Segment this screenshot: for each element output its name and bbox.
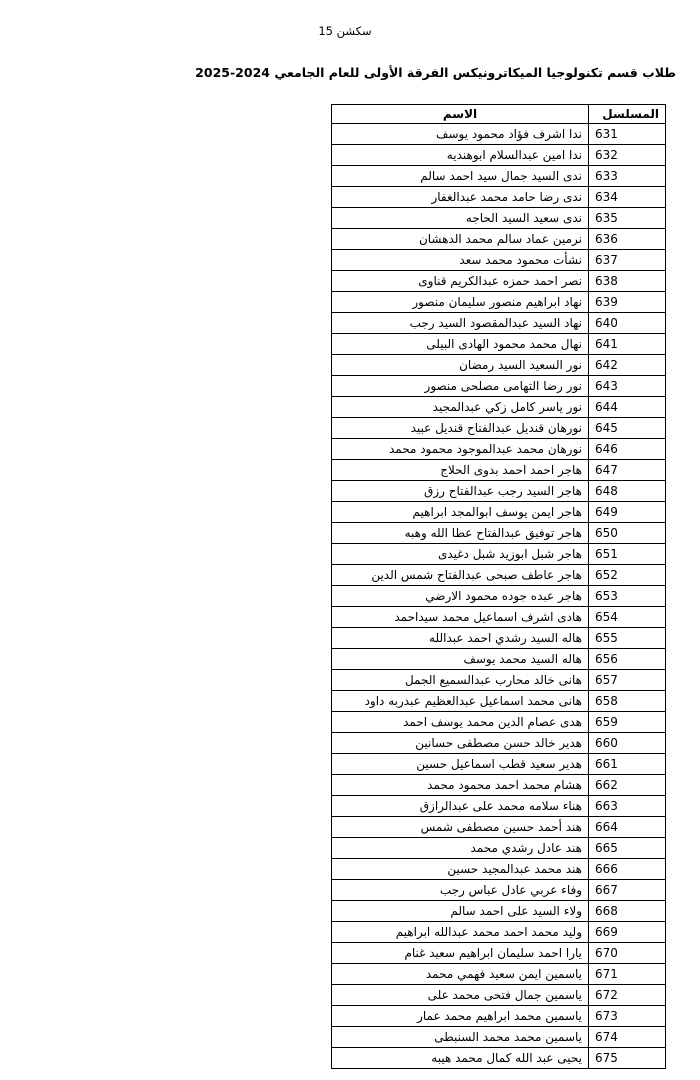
- row-serial: 673: [589, 1006, 666, 1027]
- table-row: [332, 1048, 666, 1069]
- table-row: [332, 313, 666, 334]
- row-student-name: هانى خالد محارب عبدالسميع الجمل: [332, 670, 589, 691]
- row-student-name: هاجر عاطف صبحى عبدالفتاح شمس الدين: [332, 565, 589, 586]
- row-serial: 667: [589, 880, 666, 901]
- row-student-name: هانى محمد اسماعيل عبدالعظيم عبدربه داود: [332, 691, 589, 712]
- row-serial: 658: [589, 691, 666, 712]
- row-serial: 634: [589, 187, 666, 208]
- row-serial: 672: [589, 985, 666, 1006]
- table-row: [332, 229, 666, 250]
- table-row: [332, 901, 666, 922]
- table-row: [332, 817, 666, 838]
- row-student-name: نور رضا التهامى مصلحى منصور: [332, 376, 589, 397]
- row-student-name: ياسمين ايمن سعيد فهمي محمد: [332, 964, 589, 985]
- table-row: [332, 334, 666, 355]
- row-serial: 645: [589, 418, 666, 439]
- row-serial: 635: [589, 208, 666, 229]
- row-serial: 650: [589, 523, 666, 544]
- table-row: [332, 439, 666, 460]
- header-name: الاسم: [332, 105, 589, 124]
- row-student-name: هاجر توفيق عبدالفتاح عطا الله وهبه: [332, 523, 589, 544]
- row-student-name: وفاء عربي عادل عباس رجب: [332, 880, 589, 901]
- table-row: [332, 481, 666, 502]
- row-serial: 639: [589, 292, 666, 313]
- row-student-name: ياسمين جمال فتحى محمد على: [332, 985, 589, 1006]
- row-student-name: ياسمين محمد ابراهيم محمد عمار: [332, 1006, 589, 1027]
- row-serial: 656: [589, 649, 666, 670]
- row-serial: 633: [589, 166, 666, 187]
- header-row: [332, 105, 666, 124]
- row-serial: 643: [589, 376, 666, 397]
- row-serial: 655: [589, 628, 666, 649]
- row-serial: 654: [589, 607, 666, 628]
- table-row: [332, 124, 666, 145]
- student-roster-table: [331, 104, 666, 1069]
- row-student-name: هدى عصام الدين محمد يوسف احمد: [332, 712, 589, 733]
- row-serial: 638: [589, 271, 666, 292]
- row-student-name: هاجر احمد احمد بدوى الحلاج: [332, 460, 589, 481]
- row-student-name: ندى رضا حامد محمد عبدالغفار: [332, 187, 589, 208]
- table-row: [332, 943, 666, 964]
- row-serial: 647: [589, 460, 666, 481]
- row-student-name: نور ياسر كامل زكي عبدالمجيد: [332, 397, 589, 418]
- row-student-name: هاجر ايمن يوسف ابوالمجد ابراهيم: [332, 502, 589, 523]
- row-serial: 642: [589, 355, 666, 376]
- table-row: [332, 691, 666, 712]
- table-row: [332, 586, 666, 607]
- table-row: [332, 565, 666, 586]
- table-row: [332, 208, 666, 229]
- row-student-name: هاله السيد محمد يوسف: [332, 649, 589, 670]
- row-serial: 662: [589, 775, 666, 796]
- row-serial: 653: [589, 586, 666, 607]
- row-student-name: هاجر السيد رجب عبدالفتاح رزق: [332, 481, 589, 502]
- row-student-name: هند أحمد حسين مصطفى شمس: [332, 817, 589, 838]
- row-serial: 632: [589, 145, 666, 166]
- table-row: [332, 859, 666, 880]
- row-student-name: هشام محمد احمد محمود محمد: [332, 775, 589, 796]
- table-row: [332, 922, 666, 943]
- row-student-name: هادى اشرف اسماعيل محمد سيداحمد: [332, 607, 589, 628]
- row-student-name: نور السعيد السيد رمضان: [332, 355, 589, 376]
- row-serial: 666: [589, 859, 666, 880]
- row-serial: 668: [589, 901, 666, 922]
- row-student-name: هاجر شبل ابوزيد شبل دغيدى: [332, 544, 589, 565]
- row-serial: 659: [589, 712, 666, 733]
- table-row: [332, 880, 666, 901]
- row-serial: 646: [589, 439, 666, 460]
- row-serial: 657: [589, 670, 666, 691]
- table-row: [332, 397, 666, 418]
- table-row: [332, 292, 666, 313]
- table-row: [332, 355, 666, 376]
- row-student-name: نهاد ابراهيم منصور سليمان منصور: [332, 292, 589, 313]
- table-row: [332, 187, 666, 208]
- table-header: [332, 105, 666, 124]
- table-row: [332, 250, 666, 271]
- row-serial: 651: [589, 544, 666, 565]
- table-row: [332, 985, 666, 1006]
- row-serial: 675: [589, 1048, 666, 1069]
- row-serial: 664: [589, 817, 666, 838]
- table-row: [332, 838, 666, 859]
- table-row: [332, 1027, 666, 1048]
- row-serial: 661: [589, 754, 666, 775]
- row-student-name: يارا احمد سليمان ابراهيم سعيد غنام: [332, 943, 589, 964]
- header-serial: المسلسل: [589, 105, 666, 124]
- row-student-name: نشأت محمود محمد سعد: [332, 250, 589, 271]
- row-student-name: هناء سلامه محمد على عبدالرازق: [332, 796, 589, 817]
- row-student-name: هند عادل رشدي محمد: [332, 838, 589, 859]
- table-row: [332, 166, 666, 187]
- row-student-name: هدير سعيد قطب اسماعيل حسين: [332, 754, 589, 775]
- row-student-name: نهاد السيد عبدالمقصود السيد رجب: [332, 313, 589, 334]
- row-serial: 669: [589, 922, 666, 943]
- row-student-name: هاجر عبده جوده محمود الارضي: [332, 586, 589, 607]
- row-serial: 644: [589, 397, 666, 418]
- row-student-name: نورهان محمد عبدالموجود محمود محمد: [332, 439, 589, 460]
- row-student-name: وليد محمد احمد محمد عبدالله ابراهيم: [332, 922, 589, 943]
- row-serial: 636: [589, 229, 666, 250]
- row-serial: 663: [589, 796, 666, 817]
- row-student-name: هند محمد عبدالمجيد حسين: [332, 859, 589, 880]
- row-serial: 652: [589, 565, 666, 586]
- table-row: [332, 649, 666, 670]
- row-serial: 648: [589, 481, 666, 502]
- table-row: [332, 418, 666, 439]
- table-row: [332, 523, 666, 544]
- row-serial: 637: [589, 250, 666, 271]
- row-student-name: نصر احمد حمزه عبدالكريم قناوى: [332, 271, 589, 292]
- table-row: [332, 628, 666, 649]
- row-serial: 631: [589, 124, 666, 145]
- row-student-name: نرمين عماد سالم محمد الدهشان: [332, 229, 589, 250]
- row-serial: 640: [589, 313, 666, 334]
- table-row: [332, 460, 666, 481]
- row-student-name: ندا اشرف فؤاد محمود يوسف: [332, 124, 589, 145]
- table-row: [332, 502, 666, 523]
- table-body: [332, 124, 666, 1069]
- row-student-name: نهال محمد محمود الهادى البيلى: [332, 334, 589, 355]
- table-row: [332, 544, 666, 565]
- row-student-name: ندى سعيد السيد الحاجه: [332, 208, 589, 229]
- table-row: [332, 775, 666, 796]
- row-student-name: ندى السيد جمال سيد احمد سالم: [332, 166, 589, 187]
- table-row: [332, 145, 666, 166]
- row-student-name: ياسمين محمد محمد السنبطى: [332, 1027, 589, 1048]
- table-row: [332, 733, 666, 754]
- row-student-name: هاله السيد رشدي احمد عبدالله: [332, 628, 589, 649]
- row-serial: 670: [589, 943, 666, 964]
- row-student-name: ندا امين عبدالسلام ابوهنديه: [332, 145, 589, 166]
- section-label: سكشن 15: [318, 24, 372, 38]
- table-row: [332, 712, 666, 733]
- document-title: طلاب قسم تكنولوجيا الميكاترونيكس الفرقة الأولى للعام الجامعي 2024-2025: [195, 65, 676, 80]
- table-row: [332, 376, 666, 397]
- row-serial: 649: [589, 502, 666, 523]
- row-serial: 674: [589, 1027, 666, 1048]
- row-serial: 671: [589, 964, 666, 985]
- table-row: [332, 796, 666, 817]
- row-student-name: ولاء السيد على احمد سالم: [332, 901, 589, 922]
- table-row: [332, 1006, 666, 1027]
- table-row: [332, 754, 666, 775]
- table-row: [332, 964, 666, 985]
- row-student-name: هدير خالد حسن مصطفى حسانين: [332, 733, 589, 754]
- row-student-name: يحيى عبد الله كمال محمد هيبه: [332, 1048, 589, 1069]
- table-row: [332, 607, 666, 628]
- table-row: [332, 670, 666, 691]
- row-serial: 641: [589, 334, 666, 355]
- row-serial: 660: [589, 733, 666, 754]
- row-serial: 665: [589, 838, 666, 859]
- table-row: [332, 271, 666, 292]
- row-student-name: نورهان قنديل عبدالفتاح قنديل عبيد: [332, 418, 589, 439]
